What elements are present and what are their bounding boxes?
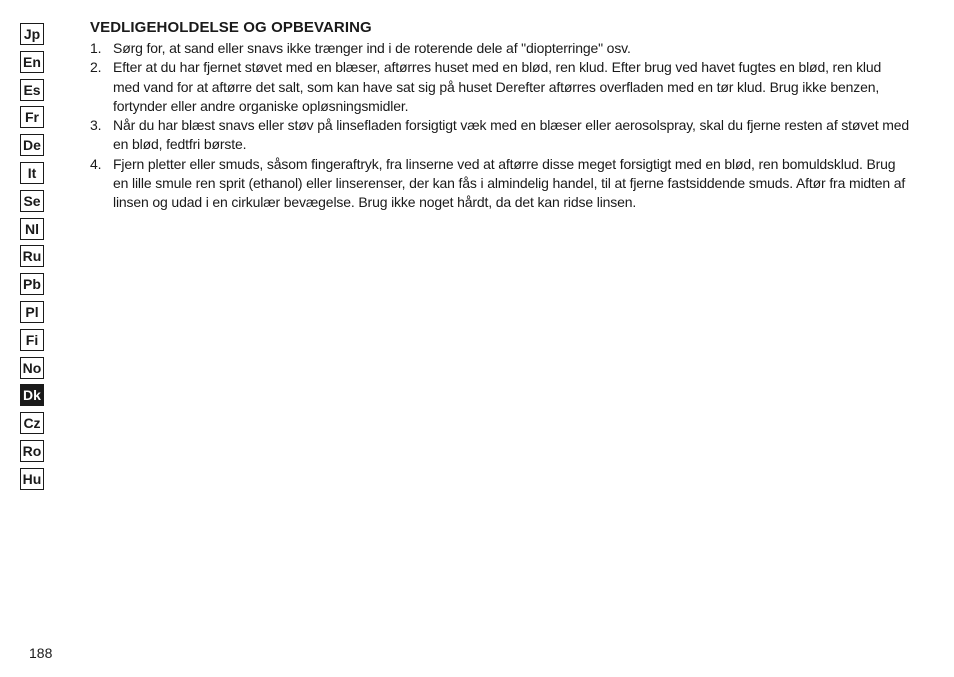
page-number: 188 [29,645,53,661]
lang-tab-fi[interactable]: Fi [20,329,44,351]
item-number: 4. [90,155,102,172]
language-tabs [20,23,44,496]
lang-tab-dk[interactable]: Dk [20,384,44,406]
item-text: Sørg for, at sand eller snavs ikke trænger ind i de roterende dele af "diopterringe" osv. [113,40,631,56]
lang-tab-jp[interactable]: Jp [20,23,44,45]
list-item [90,39,910,58]
lang-tab-es[interactable]: Es [20,79,44,101]
item-text: Fjern pletter eller smuds, såsom fingeraftryk, fra linserne ved at aftørre disse meget forsigtigt med en blød, ren bomuldsklud. Brug en lille smule ren sprit (ethanol) eller linserenser, der kan fås i almindelig handel, til at fjerne fastsiddende smuds. Aftør fra midten af linsen og udad i en cirkulær bevægelse. Brug ikke noget hårdt, da det kan ridse linsen. [113,155,906,211]
main-content [90,19,910,213]
list-item [90,58,910,116]
lang-tab-no[interactable]: No [20,357,44,379]
maintenance-steps [90,39,910,213]
lang-tab-de[interactable]: De [20,134,44,156]
lang-tab-it[interactable]: It [20,162,44,184]
item-number: 2. [90,59,102,76]
lang-tab-pb[interactable]: Pb [20,273,44,295]
item-text: Efter at du har fjernet støvet med en blæser, aftørres huset med en blød, ren klud. Efter brug ved havet fugtes en blød, ren klud med vand for at aftørre det salt, som kan have sat sig på huset Derefter aftørres overfladen med en tør klud. Brug ikke benzen, fortynder eller andre organiske opløsningsmidler. [113,59,882,114]
lang-tab-en[interactable]: En [20,51,44,73]
list-item [90,155,910,213]
item-text: Når du har blæst snavs eller støv på linsefladen forsigtigt væk med en blæser eller aerosolspray, skal du fjerne resten af støvet med en blød, fedtfri børste. [113,117,910,153]
section-title: VEDLIGEHOLDELSE OG OPBEVARING [90,19,372,36]
lang-tab-ro[interactable]: Ro [20,440,44,462]
lang-tab-nl[interactable]: Nl [20,218,44,240]
lang-tab-hu[interactable]: Hu [20,468,44,490]
lang-tab-cz[interactable]: Cz [20,412,44,434]
item-number: 3. [90,117,102,134]
item-number: 1. [90,40,102,56]
lang-tab-pl[interactable]: Pl [20,301,44,323]
lang-tab-se[interactable]: Se [20,190,44,212]
lang-tab-ru[interactable]: Ru [20,245,44,267]
list-item [90,116,910,155]
lang-tab-fr[interactable]: Fr [20,106,44,128]
